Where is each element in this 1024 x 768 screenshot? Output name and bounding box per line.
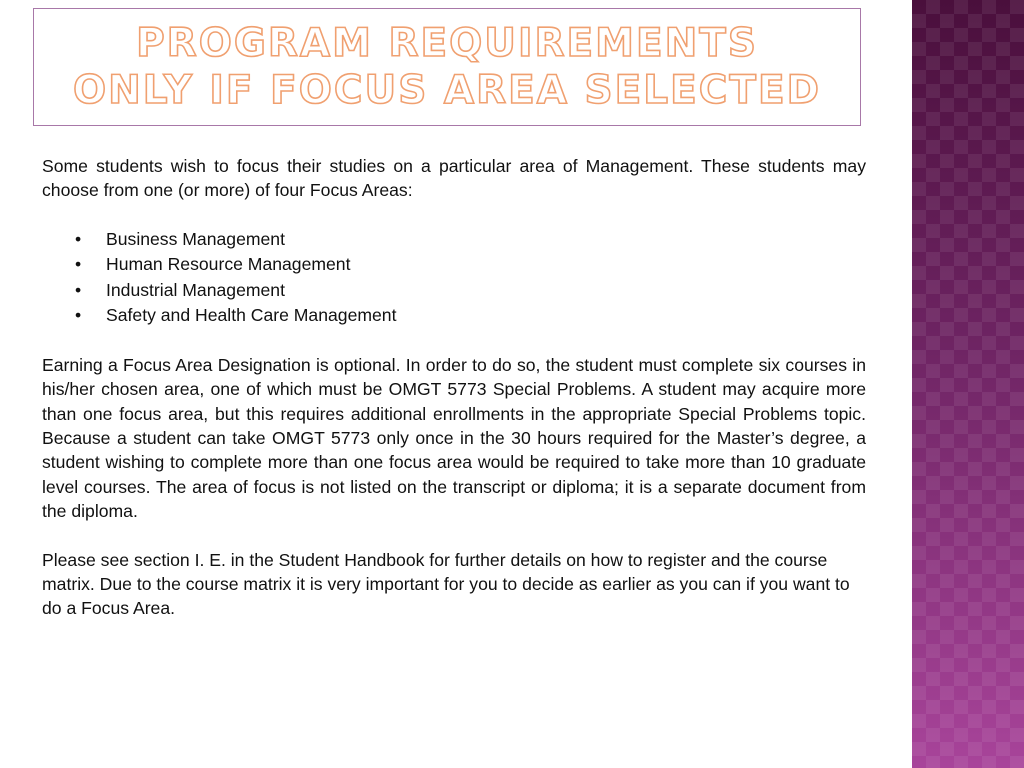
bullet-icon: • xyxy=(75,254,82,275)
bullet-icon: • xyxy=(75,305,82,326)
focus-area-list xyxy=(42,227,866,329)
bullet-icon: • xyxy=(75,279,82,300)
slide-body xyxy=(42,154,866,621)
designation-paragraph: Earning a Focus Area Designation is optional. In order to do so, the student must complete six courses in his/her chosen area, one of which must be OMGT 5773 Special Problems. A student may acquire more than one focus area, but this requires additional enrollments in the appropriate Special Problems topic. Because a student can take OMGT 5773 only once in the 30 hours required for the Master’s degree, a student wishing to complete more than one focus area would be required to take more than 10 graduate level courses. The area of focus is not listed on the transcript or diploma; it is a separate document from the diploma. xyxy=(42,354,866,522)
bullet-icon: • xyxy=(75,228,82,249)
list-item xyxy=(42,278,866,304)
list-item-label: Industrial Management xyxy=(106,279,285,300)
slide-title-line-1: PROGRAM REQUIREMENTS xyxy=(136,21,758,66)
list-item-label: Human Resource Management xyxy=(106,254,351,275)
slide-title-line-2: ONLY IF FOCUS AREA SELECTED xyxy=(73,68,821,113)
handbook-paragraph: Please see section I. E. in the Student Handbook for further details on how to register and the course matrix. Due to the course matrix it is very important for you to decide as earlier as you can if you want to do a Focus Area. xyxy=(42,549,850,619)
list-item xyxy=(42,227,866,253)
list-item-label: Safety and Health Care Management xyxy=(106,305,397,326)
list-item xyxy=(42,252,866,278)
title-box xyxy=(33,8,861,126)
decorative-side-band xyxy=(912,0,1024,768)
list-item-label: Business Management xyxy=(106,228,285,249)
paragraph-spacer xyxy=(42,524,866,548)
list-item xyxy=(42,303,866,329)
intro-paragraph: Some students wish to focus their studies on a particular area of Management. These students may choose from one (or more) of four Focus Areas: xyxy=(42,156,866,201)
